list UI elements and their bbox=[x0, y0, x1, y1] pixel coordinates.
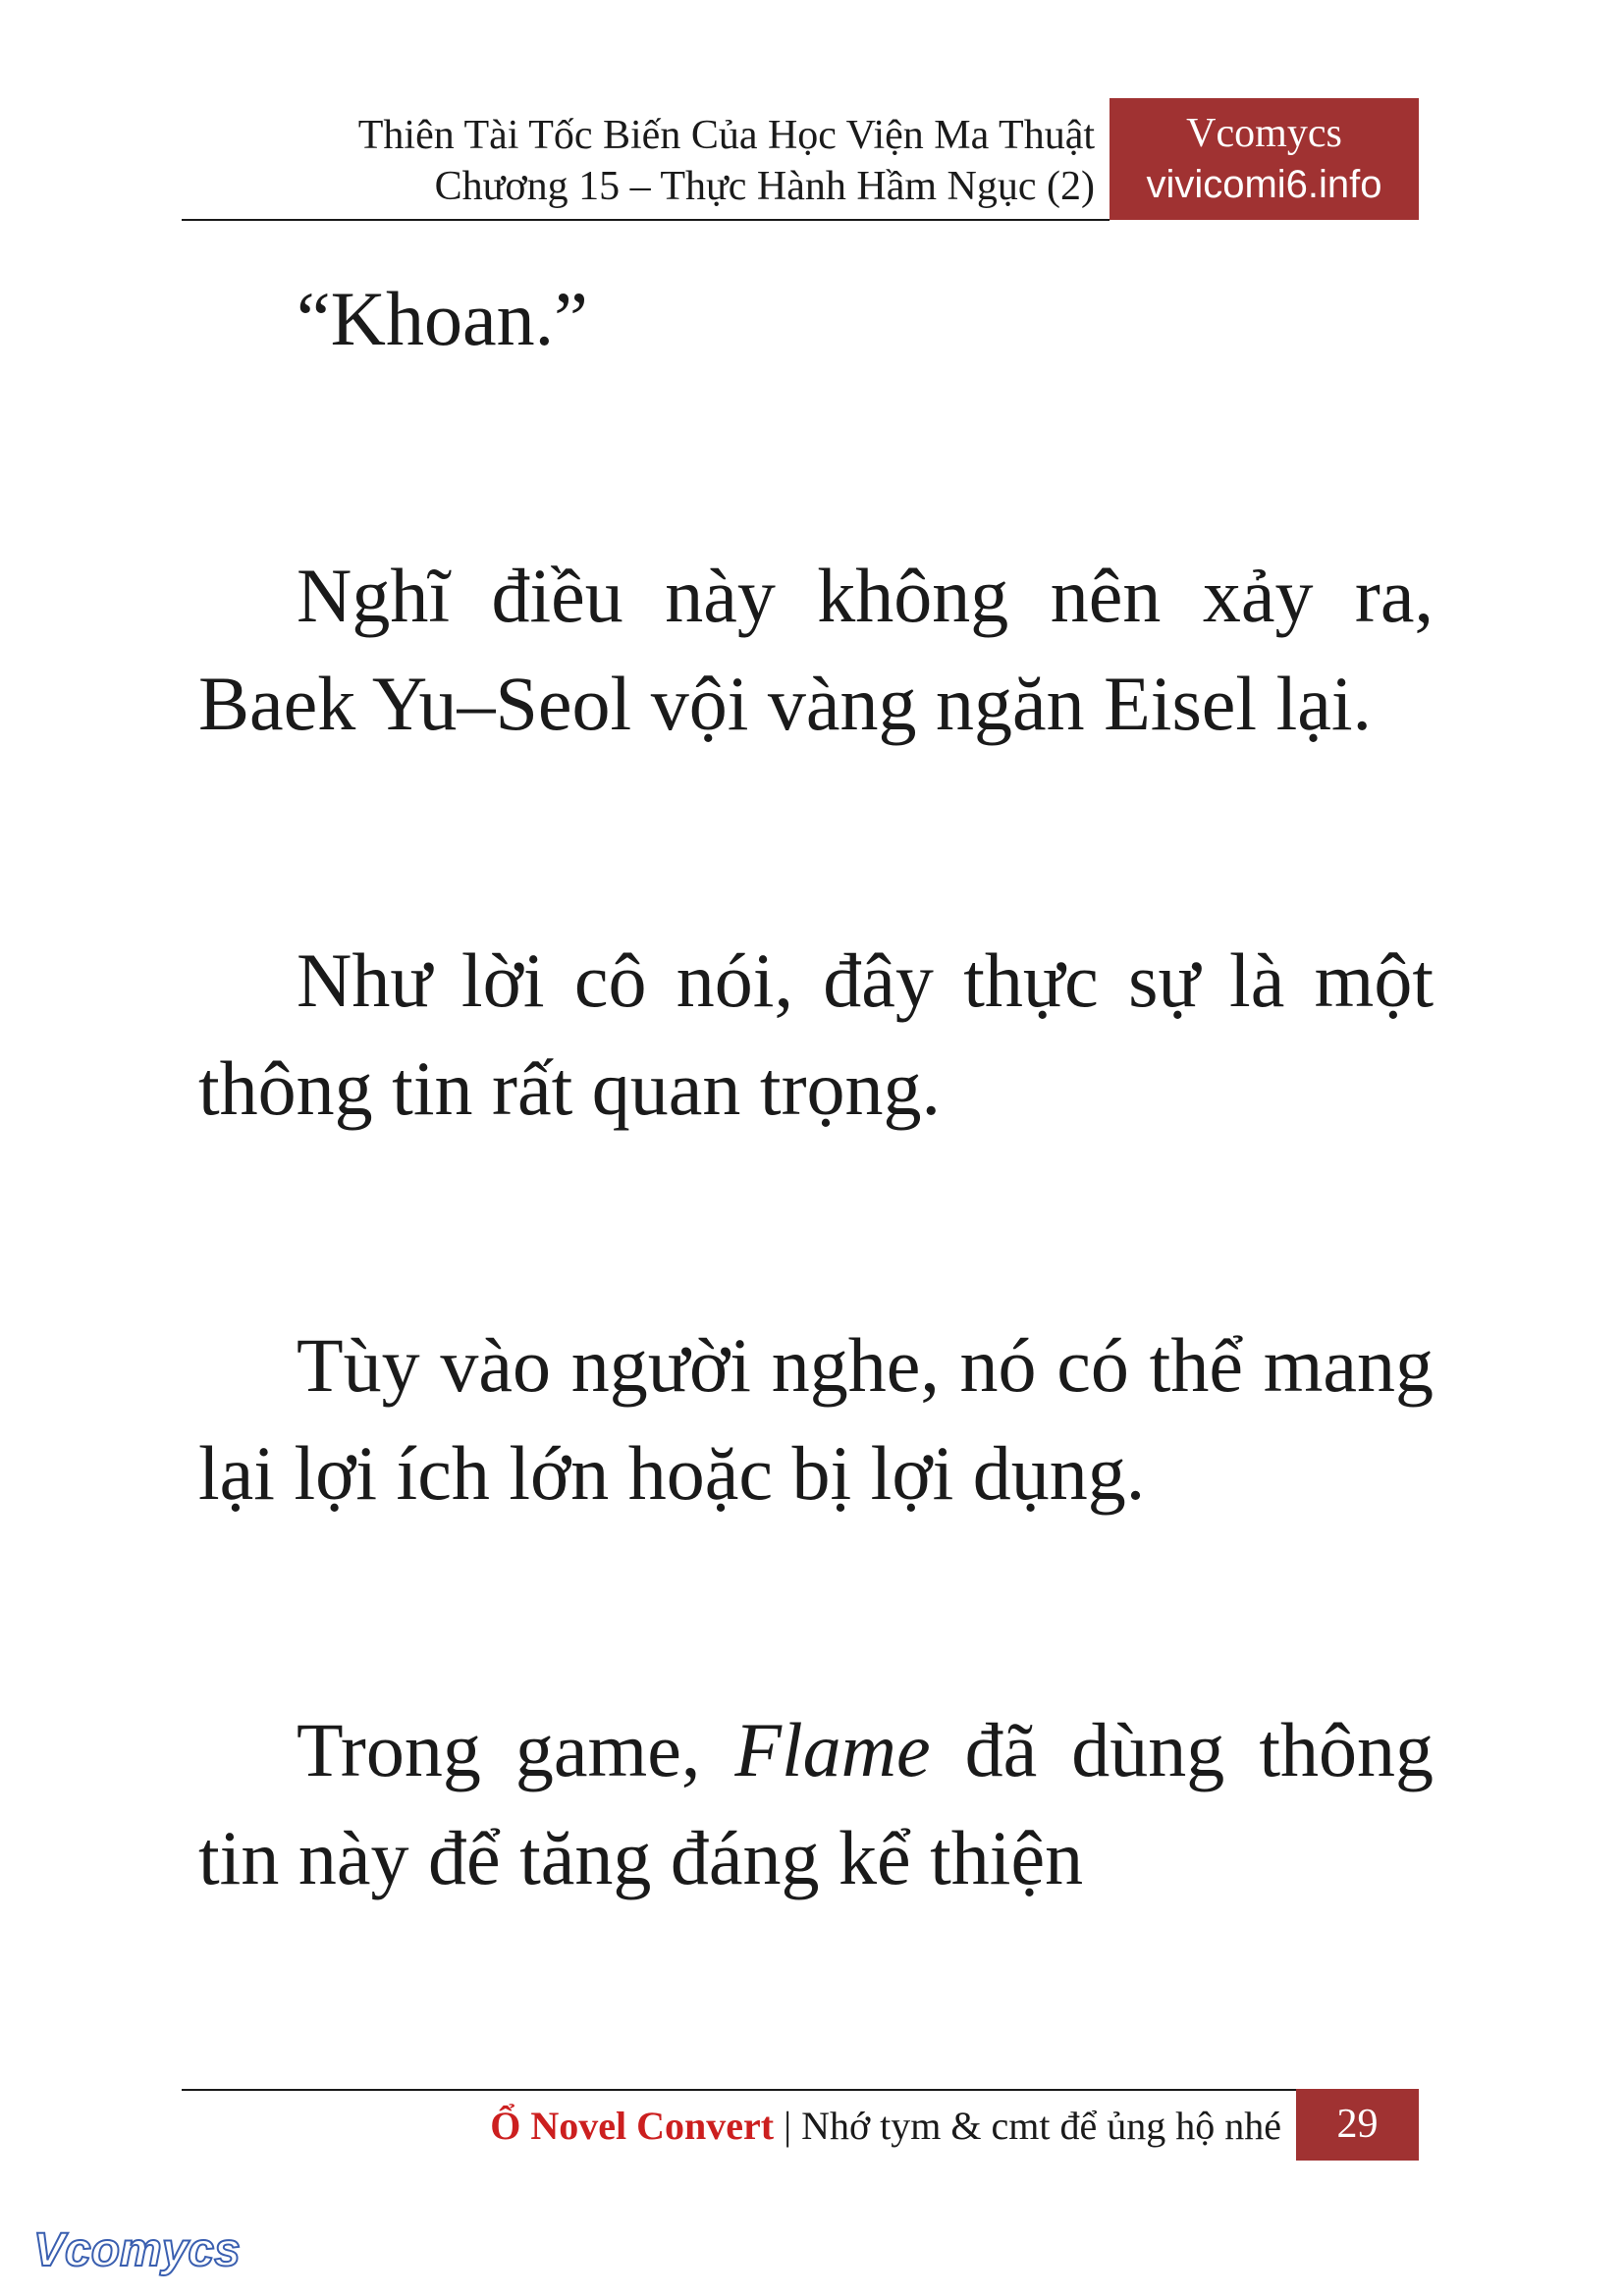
paragraph: Nghĩ điều này không nên xảy ra, Baek Yu–Seol vội vàng ngăn Eisel lại. bbox=[198, 553, 1434, 746]
footer-credits bbox=[490, 2101, 1281, 2152]
footer-separator: | bbox=[784, 2104, 792, 2148]
site-badge bbox=[1110, 98, 1419, 220]
paragraph: “Khoan.” bbox=[297, 276, 588, 361]
page-header bbox=[182, 98, 1419, 221]
paragraph-italic-text: Flame bbox=[734, 1707, 931, 1792]
vcomycs-logo-icon bbox=[29, 2218, 255, 2287]
paragraph-text: Trong game, bbox=[297, 1707, 735, 1792]
footer-divider bbox=[182, 2089, 1296, 2091]
header-divider bbox=[182, 219, 1110, 221]
footer-brand: Ổ Novel Convert bbox=[490, 2104, 775, 2148]
paragraph-text: đã dùng thông tin này để tăng đáng kể thiện bbox=[198, 1707, 1435, 1900]
page-footer bbox=[182, 2089, 1419, 2161]
book-title: Thiên Tài Tốc Biến Của Học Viện Ma Thuật bbox=[357, 113, 1095, 158]
paragraph: Tùy vào người nghe, nó có thể mang lại lợi ích lớn hoặc bị lợi dụng. bbox=[198, 1322, 1434, 1516]
paragraph: Như lời cô nói, đây thực sự là một thông tin rất quan trọng. bbox=[198, 937, 1434, 1131]
site-name: Vcomycs bbox=[1186, 111, 1342, 156]
paragraph bbox=[198, 1696, 1434, 1912]
page-number: 29 bbox=[1296, 2089, 1419, 2161]
chapter-title: Chương 15 – Thực Hành Hầm Ngục (2) bbox=[434, 164, 1095, 209]
header-titles bbox=[358, 110, 1095, 212]
chapter-body bbox=[198, 265, 1434, 2081]
watermark-logo-text: Vcomycs bbox=[33, 2224, 241, 2276]
site-url: vivicomi6.info bbox=[1146, 163, 1382, 206]
footer-note: Nhớ tym & cmt để ủng hộ nhé bbox=[801, 2104, 1281, 2148]
